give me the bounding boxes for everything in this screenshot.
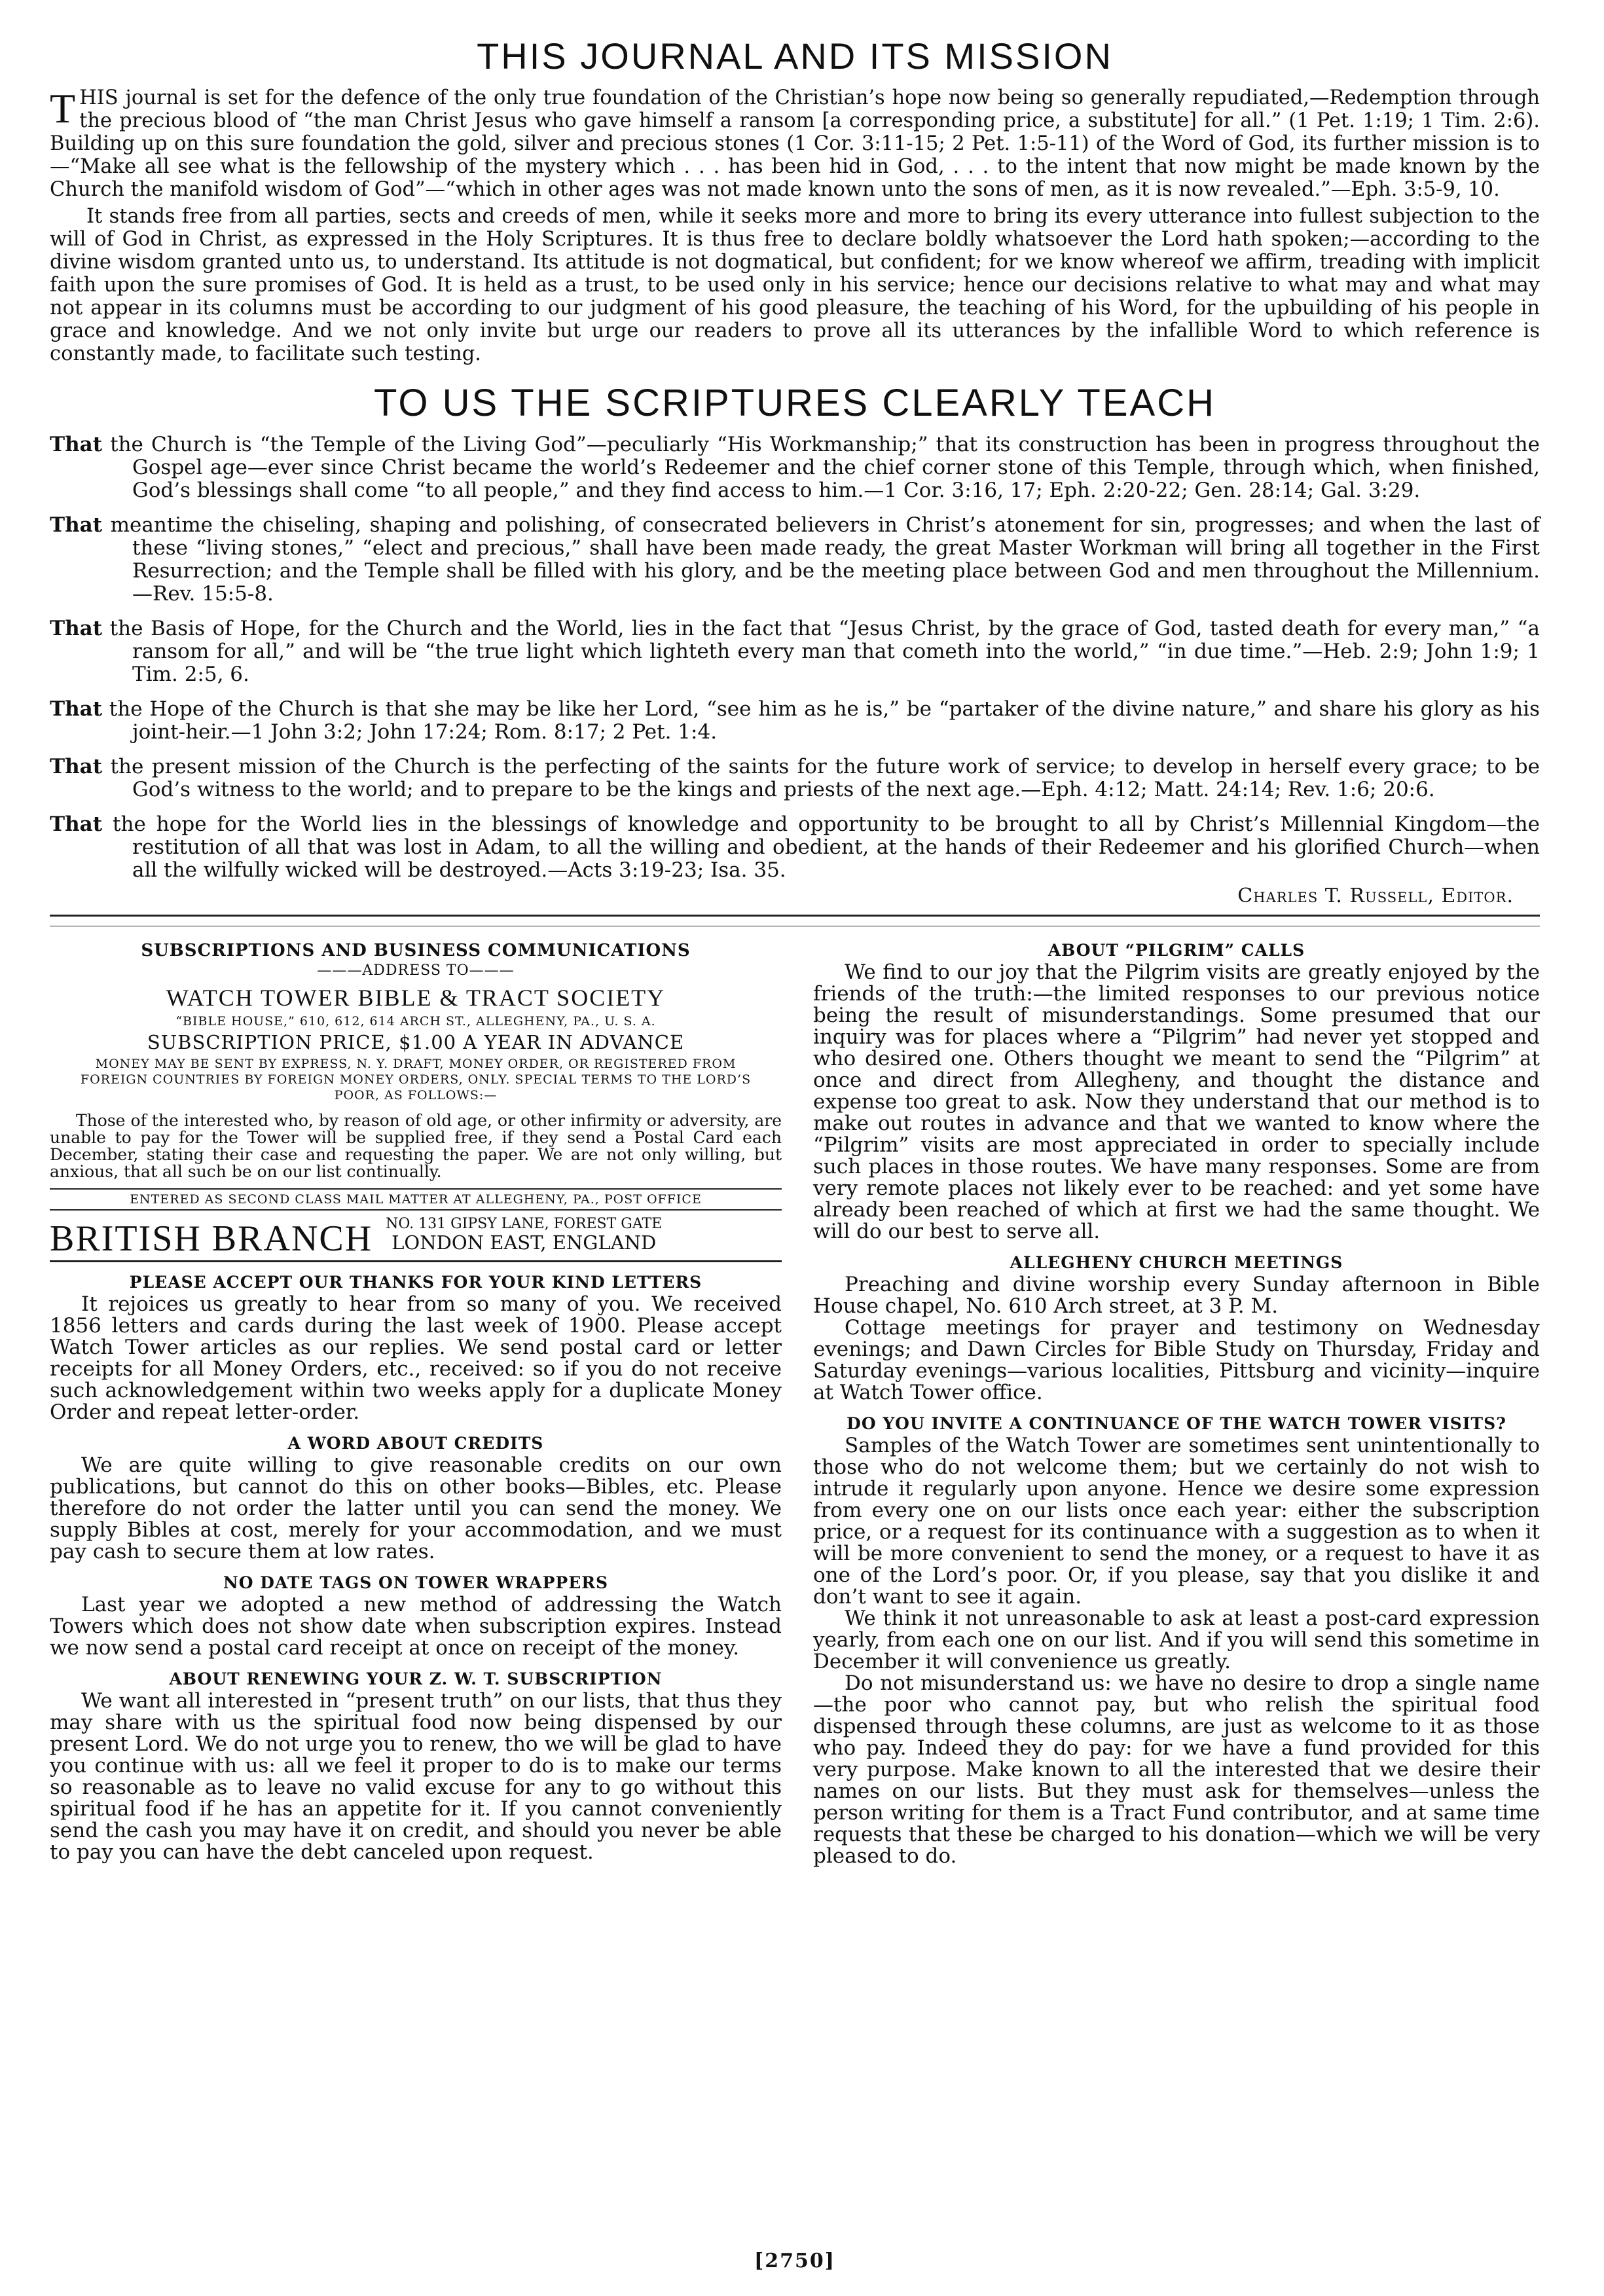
pilgrim-heading: ABOUT “PILGRIM” CALLS (1048, 941, 1305, 960)
scriptures-teach-title: TO US THE SCRIPTURES CLEARLY TEACH (374, 382, 1216, 424)
pilgrim-paragraph: We find to our joy that the Pilgrim visits are greatly enjoyed by the friends of the truth:—the limited responses to our previous notice being the result of misunderstandings. Some presumed that our inquiry was for places where a “Pilgrim” had never yet stopped and who desired one. Others thought we meant to send the “Pilgrim” at once and direct from Allegheny, and thought the distance and expense too great to ask. Now they understand that our method is to make out routes in advance and that we wanted to know where the “Pilgrim” visits are most appreciated in order to specially include such places in those routes. We have many responses. Some are from very remote places not likely ever to be reached: and yet some have already been reached of which at first we had the same thought. We will do our best to serve all. (813, 960, 1540, 1243)
tenet-text: the Basis of Hope, for the Church and the World, lies in the fact that “Jesus Christ, by the grace of God, tasted death for every man,” “a ransom for all,” and will be “the true light which lighteth every man that cometh into the world,” “in due time.”—Heb. 2:9; John 1:9; 1 Tim. 2:5, 6. (109, 617, 1540, 686)
british-branch-banner (50, 1216, 782, 1262)
tenet-text: the hope for the World lies in the blessings of knowledge and opportunity to be brought to all by Christ’s Millennial Kingdom—the restitution of all that was lost in Adam, to all the willing and obedient, at the hands of their Redeemer and his glorified Church—when all the wilfully wicked will be destroyed.—Acts 3:19-23; Isa. 35. (113, 812, 1540, 882)
society-name: WATCH TOWER BIBLE & TRACT SOCIETY (166, 985, 666, 1011)
subscription-price: SUBSCRIPTION PRICE, $1.00 A YEAR IN ADVANCE (147, 1031, 685, 1053)
tenet-item (50, 433, 1540, 502)
continuance-paragraph-2: We think it not unreasonable to ask at least a post-card expression yearly, from each one on our list. And if you will send this sometime in December it will convenience us greatly. (813, 1607, 1540, 1673)
newspaper-page (50, 33, 1540, 2272)
continuance-paragraph-1: Samples of the Watch Tower are sometimes sent unintentionally to those who do not welcome them; but we certainly do not wish to intrude it regularly upon anyone. Hence we desire some expression from every one on our lists once each year: either the subscription price, or a request for its continuance with a suggestion as to when it will be more convenient to send the money, or a request to have it as one of the Lord’s poor. Or, if you please, say that you dislike it and don’t want to see it again. (813, 1434, 1540, 1609)
editor-signature: Charles T. Russell, Editor. (1237, 884, 1514, 907)
credits-paragraph: We are quite willing to give reasonable credits on our own publications, but cannot do this on other books—Bibles, etc. Please therefore do not order the latter until you can send the money. We supply Bibles at cost, merely for your accommodation, and we must pay cash to secure them at low rates. (50, 1453, 782, 1563)
tenet-item (50, 698, 1540, 744)
tenet-item (50, 617, 1540, 686)
thanks-heading: PLEASE ACCEPT OUR THANKS FOR YOUR KIND LETTERS (129, 1273, 702, 1292)
mission-paragraph-1 (50, 86, 1540, 201)
section-divider (50, 915, 1540, 926)
continuance-paragraph-3: Do not misunderstand us: we have no desire to drop a single name—the poor who cannot pay, but who relish the spiritual food dispensed through these columns, are just as welcome to it as those who pay. Indeed they do pay: for we have a fund provided for this very purpose. Make known to all the interested that we desire their names on our lists. But they must ask for themselves—unless the person writing for them is a Tract Fund contributor, and at same time requests that these be charged to his donation—which we will be very pleased to do. (813, 1671, 1540, 1868)
tenet-text: the Church is “the Temple of the Living God”—peculiarly “His Workmanship;” that its construction has been in progress throughout the Gospel age—ever since Christ became the world’s Redeemer and the chief corner stone of this Temple, through which, when finished, God’s blessings shall come “to all people,” and they find access to him.—1 Cor. 3:16, 17; Eph. 2:20-22; Gen. 28:14; Gal. 3:29. (110, 433, 1540, 502)
british-branch-address-line-1: NO. 131 GIPSY LANE, FOREST GATE (386, 1216, 663, 1232)
society-address: “BIBLE HOUSE,” 610, 612, 614 ARCH ST., ALLEGHENY, PA., U. S. A. (175, 1014, 656, 1029)
tenet-lead: That (50, 617, 103, 640)
continuance-heading: DO YOU INVITE A CONTINUANCE OF THE WATCH TOWER VISITS? (847, 1414, 1506, 1433)
tenet-lead: That (50, 812, 103, 836)
tenet-text: meantime the chiseling, shaping and polishing, of consecrated believers in Christ’s atonement for sin, progresses; and when the last of these “living stones,” “elect and precious,” shall have been made ready, the great Master Workman will bring all together in the First Resurrection; and the Temple shall be filled with his glory, and be the meeting place between God and men throughout the Millennium.—Rev. 15:5-8. (110, 513, 1540, 606)
tenet-item (50, 514, 1540, 606)
british-branch-address-line-2: LONDON EAST, ENGLAND (392, 1231, 657, 1254)
renewing-heading: ABOUT RENEWING YOUR Z. W. T. SUBSCRIPTION (169, 1669, 663, 1688)
british-branch-address (386, 1216, 662, 1254)
credits-heading: A WORD ABOUT CREDITS (287, 1434, 544, 1453)
address-to-label: ———ADDRESS TO——— (317, 962, 515, 979)
drop-cap: T (50, 85, 76, 132)
journal-mission-section (50, 86, 1540, 365)
entered-mail-notice: ENTERED AS SECOND CLASS MAIL MATTER AT ALLEGHENY, PA., POST OFFICE (50, 1188, 782, 1211)
renewing-paragraph: We want all interested in “present truth” on our lists, that thus they may share with us the spiritual food now being dispensed by our present Lord. We do not urge you to renew, tho we will be glad to have you continue with us: all we feel it proper to do is to make our terms so reasonable as to leave no valid excuse for any to go without this spiritual food if he has an appetite for it. If you cannot conveniently send the cash you may have it on credit, and should you never be able to pay you can have the debt canceled upon request. (50, 1689, 782, 1864)
lords-poor-notice: Those of the interested who, by reason of old age, or other infirmity or adversity, are unable to pay for the Tower will be supplied free, if they send a Postal Card each December, stating their case and requesting the paper. We are not only willing, but anxious, that all such be on our list continually. (50, 1111, 782, 1181)
tenet-lead: That (50, 697, 103, 721)
tenet-lead: That (50, 433, 103, 456)
tenets-list (50, 433, 1540, 882)
tenet-text: the Hope of the Church is that she may be like her Lord, “see him as he is,” be “partaker of the divine nature,” and share his glory as his joint-heir.—1 John 3:2; John 17:24; Rom. 8:17; 2 Pet. 1:4. (109, 697, 1540, 744)
tenet-item (50, 813, 1540, 882)
left-column (50, 939, 782, 1867)
tenet-lead: That (50, 513, 103, 537)
tenet-text: the present mission of the Church is the perfecting of the saints for the future work of service; to develop in herself every grace; to be God’s witness to the world; and to prepare to be the kings and priests of the next age.—Eph. 4:12; Matt. 24:14; Rev. 1:6; 20:6. (110, 755, 1540, 801)
church-meetings-paragraph-2: Cottage meetings for prayer and testimony on Wednesday evenings; and Dawn Circles for Bible Study on Thursday, Friday and Saturday evenings—various localities, Pittsburg and vicinity—inquire at Watch Tower office. (813, 1316, 1540, 1404)
tenet-item (50, 756, 1540, 801)
mission-paragraph-1-text: HIS journal is set for the defence of the only true foundation of the Christian’s hope now being so generally repudiated,—Redemption through the precious blood of “the man Christ Jesus who gave himself a ransom [a corresponding price, a substitute] for all.” (1 Pet. 1:19; 1 Tim. 2:6). Building up on this sure foundation the gold, silver and precious stones (1 Cor. 3:11-15; 2 Pet. 1:5-11) of the Word of God, its further mission is to—“Make all see what is the fellowship of the mystery which . . . has been hid in God, . . . to the intent that now might be made known by the Church the manifold wisdom of God”—“which in other ages was not made known unto the sons of men, as it is now revealed.”—Eph. 3:5-9, 10. (50, 86, 1540, 201)
tenet-lead: That (50, 755, 103, 778)
church-meetings-paragraph-1: Preaching and divine worship every Sunday afternoon in Bible House chapel, No. 610 Arch street, at 3 P. M. (813, 1273, 1540, 1318)
right-column (813, 939, 1540, 1867)
date-tags-heading: NO DATE TAGS ON TOWER WRAPPERS (223, 1573, 609, 1592)
two-column-body (50, 939, 1540, 1867)
date-tags-paragraph: Last year we adopted a new method of addressing the Watch Towers which does not show date when subscription expires. Instead we now send a postal card receipt at once on receipt of the money. (50, 1593, 782, 1660)
thanks-paragraph: It rejoices us greatly to hear from so many of you. We received 1856 letters and cards during the last week of 1900. Please accept Watch Tower articles as our replies. We send postal card or letter receipts for all Money Orders, etc., received: so if you do not receive such acknowledgement within two weeks apply for a duplicate Money Order and repeat letter-order. (50, 1292, 782, 1424)
church-meetings-heading: ALLEGHENY CHURCH MEETINGS (1010, 1253, 1343, 1272)
journal-mission-title: THIS JOURNAL AND ITS MISSION (477, 35, 1113, 77)
subscriptions-heading: SUBSCRIPTIONS AND BUSINESS COMMUNICATIONS (141, 941, 691, 960)
british-branch-title: BRITISH BRANCH (50, 1218, 373, 1259)
mission-paragraph-2: It stands free from all parties, sects and creeds of men, while it seeks more and more to bring its every utterance into fullest subjection to the will of God in Christ, as expressed in the Holy Scriptures. It is thus free to declare boldly whatsoever the Lord hath spoken;—according to the divine wisdom granted unto us, to understand. Its attitude is not dogmatical, but confident; for we know whereof we affirm, treading with implicit faith upon the sure promises of God. It is held as a trust, to be used only in his service; hence our decisions relative to what may and what may not appear in its columns must be according to our judgment of his good pleasure, the teaching of his Word, for the upbuilding of his people in grace and knowledge. And we not only invite but urge our readers to prove all its utterances by the infallible Word to which reference is constantly made, to facilitate such testing. (50, 205, 1540, 365)
money-instructions: MONEY MAY BE SENT BY EXPRESS, N. Y. DRAFT, MONEY ORDER, OR REGISTERED FROM FOREIGN COUNTRIES BY FOREIGN MONEY ORDERS, ONLY. SPECIAL TERMS TO THE LORD’S POOR, AS FOLLOWS:— (80, 1057, 752, 1102)
page-number: [2750] (754, 2250, 835, 2272)
